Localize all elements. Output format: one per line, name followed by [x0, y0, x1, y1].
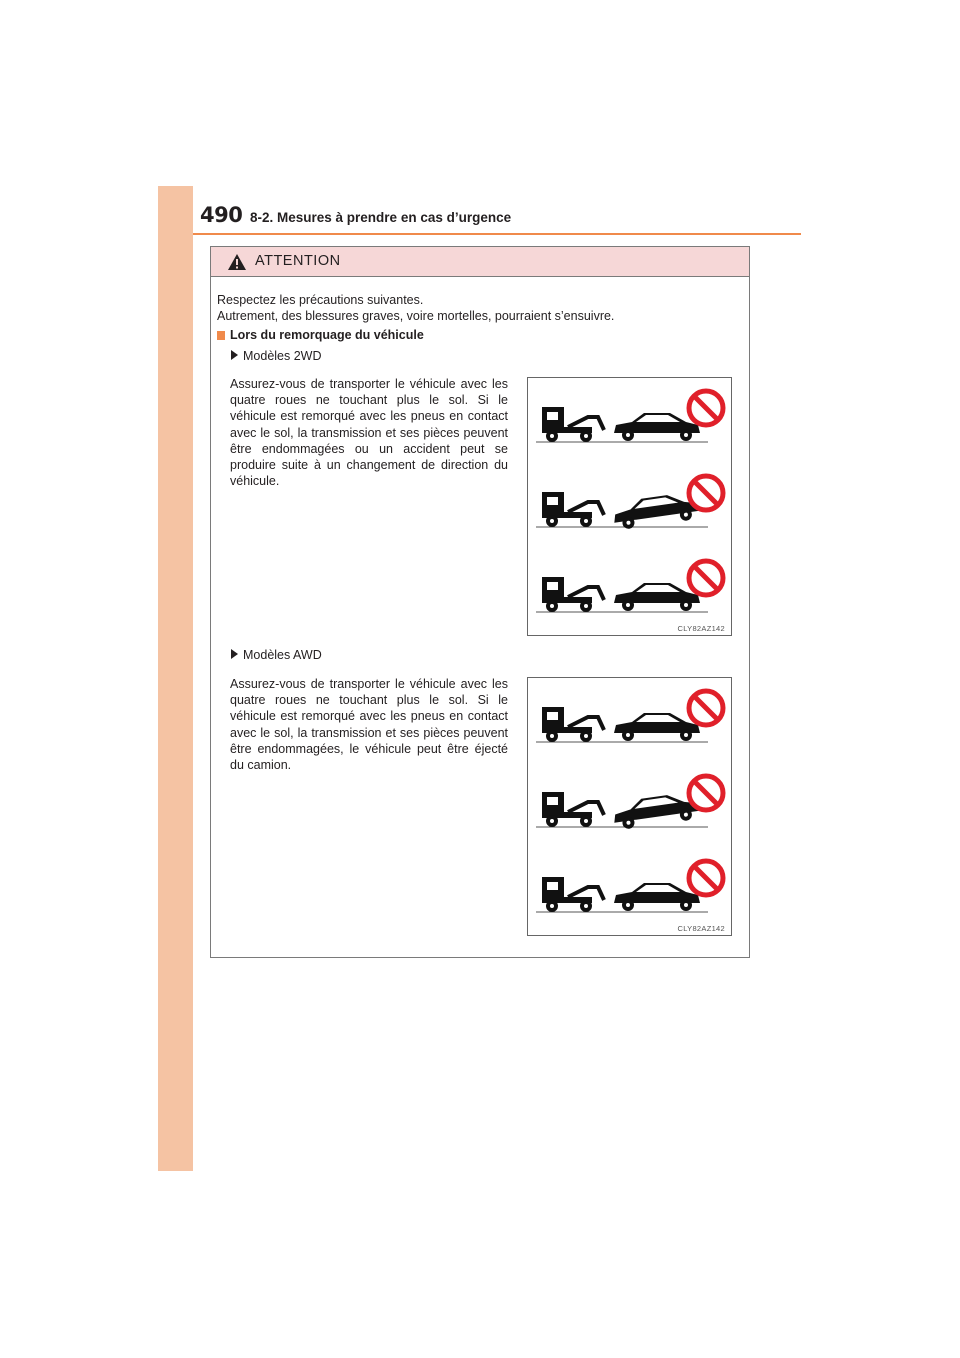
- model-2wd-label: [231, 349, 322, 363]
- triangle-bullet-icon: [231, 350, 238, 360]
- illustration-code: CLY82AZ142: [677, 624, 725, 633]
- truck-window: [547, 412, 558, 420]
- wheel-hub: [550, 434, 554, 438]
- truck-window: [547, 582, 558, 590]
- towing-illustration-awd: [527, 677, 732, 936]
- towed-car: [614, 713, 700, 741]
- wheel-hub: [550, 904, 554, 908]
- tow-scene: [536, 476, 723, 531]
- wheel-hub: [684, 733, 688, 737]
- wheel-hub: [584, 734, 588, 738]
- model-2wd-label-text: Modèles 2WD: [243, 349, 322, 363]
- wheel-hub: [684, 433, 688, 437]
- towed-car: [614, 883, 700, 911]
- wheel-hub: [584, 604, 588, 608]
- truck-window: [547, 712, 558, 720]
- towed-car: [614, 583, 700, 611]
- tow-scene: [536, 776, 723, 831]
- truck-window: [547, 797, 558, 805]
- square-bullet-icon: [217, 331, 225, 340]
- truck-window: [547, 497, 558, 505]
- tow-scene: [536, 861, 723, 912]
- warning-box: [210, 246, 750, 958]
- tow-scene: [536, 561, 723, 612]
- warning-title: ATTENTION: [255, 253, 341, 269]
- wheel-hub: [550, 819, 554, 823]
- side-tab-band: [158, 186, 193, 1171]
- wheel-hub: [584, 434, 588, 438]
- truck-window: [547, 882, 558, 890]
- intro-line-2: Autrement, des blessures graves, voire mortelles, pourraient s’ensuivre.: [217, 309, 615, 323]
- triangle-bullet-icon: [231, 649, 238, 659]
- wheel-hub: [626, 433, 630, 437]
- tow-scene: [536, 391, 723, 442]
- wheel-hub: [626, 603, 630, 607]
- model-awd-label-text: Modèles AWD: [243, 648, 322, 662]
- subheading-text: Lors du remorquage du véhicule: [230, 328, 424, 342]
- model-awd-text: Assurez-vous de transporter le véhicule avec les quatre roues ne touchant plus le sol. Si le véhicule est remorqué avec les pneus en contact avec le sol, la transmission et ses pièces peuvent être endommagées, le véhicule peut être éjecté du camion.: [230, 677, 508, 773]
- wheel-hub: [626, 903, 630, 907]
- wheel-hub: [684, 903, 688, 907]
- wheel-hub: [550, 604, 554, 608]
- subheading: [217, 328, 424, 342]
- model-awd-label: [231, 648, 322, 662]
- wheel-hub: [584, 519, 588, 523]
- tow-scene: [536, 691, 723, 742]
- towed-car: [614, 413, 700, 441]
- wheel-hub: [550, 734, 554, 738]
- intro-line-1: Respectez les précautions suivantes.: [217, 293, 424, 307]
- wheel-hub: [550, 519, 554, 523]
- wheel-hub: [626, 733, 630, 737]
- wheel-hub: [584, 819, 588, 823]
- illustration-code: CLY82AZ142: [677, 924, 725, 933]
- wheel-hub: [684, 603, 688, 607]
- model-2wd-text: Assurez-vous de transporter le véhicule avec les quatre roues ne touchant plus le sol. Si le véhicule est remorqué avec les pneus en contact avec le sol, la transmission et ses pièces peuvent être endommagées ou un accident peut se produire suite à un changement de direction du véhicule.: [230, 377, 508, 489]
- header-rule: [193, 233, 801, 235]
- towing-illustration-2wd: [527, 377, 732, 636]
- page-number: 490: [200, 203, 243, 227]
- warning-triangle-icon: [227, 253, 247, 276]
- section-title: 8-2. Mesures à prendre en cas d’urgence: [250, 210, 512, 225]
- warning-header: [211, 247, 749, 277]
- wheel-hub: [584, 904, 588, 908]
- warning-intro: [217, 292, 737, 324]
